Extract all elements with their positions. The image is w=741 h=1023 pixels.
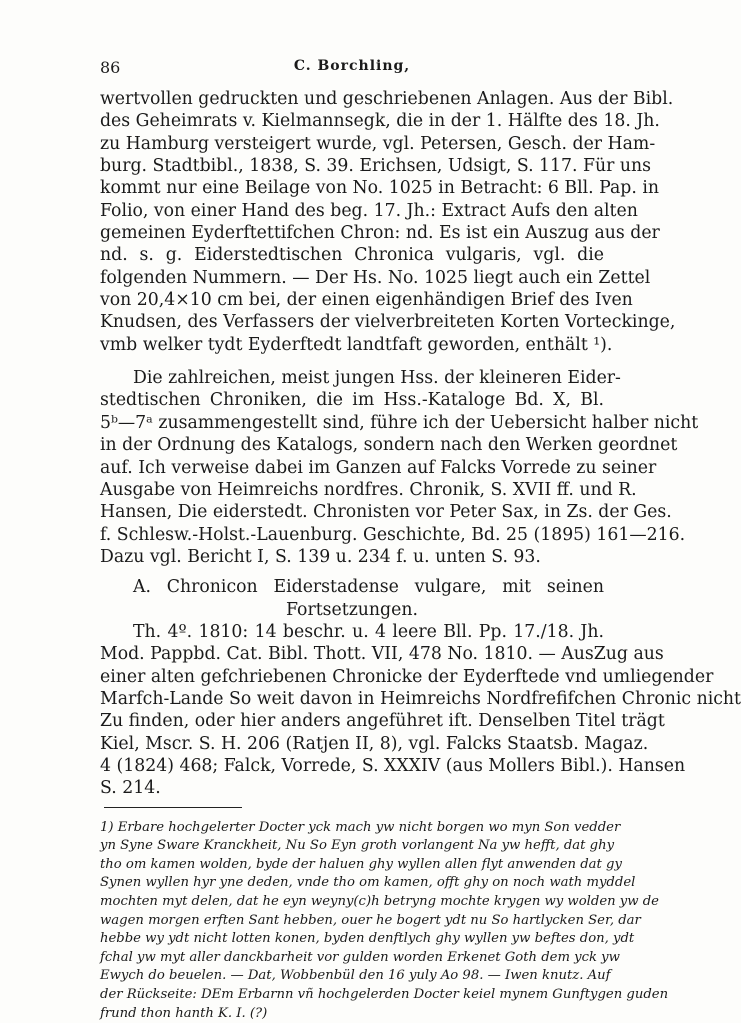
- section-heading: Fortsetzungen.: [286, 599, 418, 620]
- text-line: f. Schlesw.-Holst.-Lauenburg. Geschichte, Bd. 25 (1895) 161—216.: [100, 524, 686, 545]
- text-line: einer alten gefchriebenen Chronicke der Eyderftede vnd umliegender: [100, 666, 714, 687]
- text-line: folgenden Nummern. — Der Hs. No. 1025 liegt auch ein Zettel: [100, 267, 651, 288]
- text-line: Marfch-Lande So weit davon in Heimreichs Nordfrefifchen Chronic nicht: [100, 688, 741, 709]
- text-line: Ausgabe von Heimreichs nordfres. Chronik, S. XVII ff. und R.: [100, 479, 637, 500]
- section-heading: A. Chronicon Eiderstadense vulgare, mit seinen: [133, 577, 604, 598]
- text-line: vmb welker tydt Eyderftedt landtfaft geworden, enthält ¹).: [100, 334, 613, 355]
- text-line: kommt nur eine Beilage von No. 1025 in Betracht: 6 Bll. Pap. in: [100, 178, 659, 199]
- footnote-line: 1) Erbare hochgelerter Docter yck mach yw nicht borgen wo myn Son vedder: [100, 819, 621, 835]
- page-number: 86: [100, 58, 121, 77]
- text-line: von 20,4×10 cm bei, der einen eigenhändigen Brief des Iven: [100, 290, 633, 311]
- text-line: stedtischen Chroniken, die im Hss.-Kataloge Bd. X, Bl.: [100, 390, 604, 411]
- footnote: [100, 819, 669, 1023]
- text-line: Knudsen, des Verfassers der vielverbreiteten Korten Vorteckinge,: [100, 312, 676, 333]
- text-line: 4 (1824) 468; Falck, Vorrede, S. XXXIV (aus Mollers Bibl.). Hansen: [100, 755, 686, 776]
- text-line: des Geheimrats v. Kielmannsegk, die in der 1. Hälfte des 18. Jh.: [100, 111, 660, 132]
- text-line: S. 214.: [100, 778, 161, 799]
- footnote-line: der Rückseite: DEm Erbarnn vñ hochgelerden Docter keiel mynem Gunftygen guden: [100, 987, 669, 1002]
- footnote-line: hebbe wy ydt nicht lotten konen, byden denftlych ghy wyllen yw beftes don, ydt: [100, 931, 635, 947]
- footnote-line: Synen wyllen hyr yne deden, vnde tho om kamen, offt ghy on noch wath myddel: [100, 875, 636, 891]
- text-line: Mod. Pappbd. Cat. Bibl. Thott. VII, 478 No. 1810. — AusZug aus: [100, 644, 664, 665]
- text-line: Die zahlreichen, meist jungen Hss. der kleineren Eider-: [133, 368, 621, 389]
- text-line: Folio, von einer Hand des beg. 17. Jh.: Extract Aufs den alten: [100, 200, 638, 221]
- text-line: Kiel, Mscr. S. H. 206 (Ratjen II, 8), vgl. Falcks Staatsb. Magaz.: [100, 733, 649, 754]
- text-line: wertvollen gedruckten und geschriebenen Anlagen. Aus der Bibl.: [100, 89, 674, 109]
- footnote-line: Ewych do beuelen. — Dat, Wobbenbül den 16 yuly Ao 98. — Iwen knutz. Auf: [100, 968, 611, 984]
- page-header: [100, 58, 604, 84]
- text-line: burg. Stadtbibl., 1838, S. 39. Erichsen, Udsigt, S. 117. Für uns: [100, 156, 652, 177]
- footnote-rule: [104, 807, 242, 808]
- footnote-line: mochten myt delen, dat he eyn weyny(c)h betryng mochte krygen wy wolden yw de: [100, 894, 659, 910]
- footnote-line: yn Syne Sware Kranckheit, Nu So Eyn groth vorlangent Na yw hefft, dat ghy: [100, 838, 615, 854]
- text-line: 5ᵇ—7ᵃ zusammengestellt sind, führe ich der Uebersicht halber nicht: [100, 412, 699, 433]
- text-line: gemeinen Eyderftettifchen Chron: nd. Es ist ein Auszug aus der: [100, 223, 660, 244]
- text-line: Dazu vgl. Bericht I, S. 139 u. 234 f. u. unten S. 93.: [100, 546, 541, 567]
- text-line: in der Ordnung des Katalogs, sondern nach den Werken geordnet: [100, 435, 678, 456]
- text-line: Th. 4º. 1810: 14 beschr. u. 4 leere Bll. Pp. 17./18. Jh.: [133, 621, 604, 642]
- footnote-line: fchal yw myt aller danckbarheit vor gulden worden Erkenet Goth dem yck yw: [100, 949, 620, 965]
- body-text: [100, 88, 741, 1023]
- footnote-line: wagen morgen erften Sant hebben, ouer he bogert ydt nu So hartlycken Ser, dar: [100, 912, 641, 928]
- footnote-line: tho om kamen wolden, byde der haluen ghy wyllen allen flyt anwenden dat gy: [100, 856, 622, 872]
- text-line: zu Hamburg versteigert wurde, vgl. Petersen, Gesch. der Ham-: [100, 133, 656, 154]
- text-line: Hansen, Die eiderstedt. Chronisten vor Peter Sax, in Zs. der Ges.: [100, 502, 672, 523]
- running-title: C. Borchling,: [293, 58, 411, 74]
- text-line: auf. Ich verweise dabei im Ganzen auf Falcks Vorrede zu seiner: [100, 457, 657, 478]
- footnote-line: frund thon hanth K. I. (?): [100, 1005, 268, 1021]
- text-line: Zu finden, oder hier anders angeführet ift. Denselben Titel trägt: [100, 711, 665, 732]
- text-line: nd. s. g. Eiderstedtischen Chronica vulgaris, vgl. die: [100, 245, 604, 266]
